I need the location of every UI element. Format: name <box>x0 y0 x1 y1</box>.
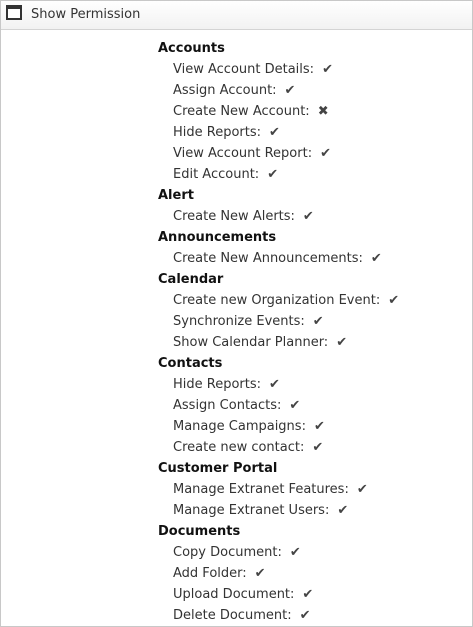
check-icon: ✔ <box>299 608 311 623</box>
permission-item <box>158 311 399 332</box>
check-icon: ✔ <box>312 440 324 455</box>
check-icon: ✔ <box>269 125 280 140</box>
permission-label: View Account Details: <box>173 62 315 77</box>
permission-label: Assign Contacts: <box>173 398 282 413</box>
permission-item <box>158 374 399 395</box>
permission-group-title: Alert <box>158 188 194 203</box>
permission-label: Show Calendar Planner: <box>173 335 329 350</box>
permission-item <box>158 143 399 164</box>
permission-item <box>158 332 399 353</box>
check-icon: ✔ <box>313 419 325 434</box>
permission-item <box>158 206 399 227</box>
permission-group-title: Customer Portal <box>158 461 278 476</box>
check-icon: ✔ <box>322 62 333 77</box>
permission-label: Create new Organization Event: <box>173 293 381 308</box>
permission-item <box>158 59 399 80</box>
check-icon: ✔ <box>312 314 324 329</box>
permission-label: Create New Alerts: <box>173 209 295 224</box>
permission-item <box>158 542 399 563</box>
permission-label: Create New Account: <box>173 104 310 119</box>
permission-label: Manage Campaigns: <box>173 419 306 434</box>
permission-label: View Account Report: <box>173 146 313 161</box>
permission-item <box>158 80 399 101</box>
check-icon: ✔ <box>388 293 400 308</box>
check-icon: ✔ <box>320 146 331 161</box>
permission-group-title: Documents <box>158 524 241 539</box>
permission-item <box>158 563 399 584</box>
permission-item <box>158 122 399 143</box>
check-icon: ✔ <box>289 398 301 413</box>
permission-group-title: Contacts <box>158 356 223 371</box>
permission-label: Hide Reports: <box>173 377 262 392</box>
cross-icon: ✖ <box>317 104 329 119</box>
permission-item <box>158 437 399 458</box>
check-icon: ✔ <box>370 251 382 266</box>
permission-item <box>158 584 399 605</box>
permission-label: Add Folder: <box>173 566 247 581</box>
permission-group-title: Calendar <box>158 272 224 287</box>
check-icon: ✔ <box>254 566 266 581</box>
window-title: Show Permission <box>31 7 141 22</box>
permission-label: Hide Reports: <box>173 125 262 140</box>
permission-item <box>158 395 399 416</box>
permission-label: Edit Account: <box>173 167 260 182</box>
permission-label: Synchronize Events: <box>173 314 305 329</box>
permission-label: Manage Extranet Users: <box>173 503 330 518</box>
check-icon: ✔ <box>289 545 301 560</box>
permission-label: Upload Document: <box>173 587 295 602</box>
permission-item <box>158 290 399 311</box>
check-icon: ✔ <box>269 377 280 392</box>
permission-label: Create new contact: <box>173 440 305 455</box>
permission-item <box>158 248 399 269</box>
permission-item <box>158 416 399 437</box>
window-icon <box>6 5 22 20</box>
check-icon: ✔ <box>302 209 314 224</box>
permission-item <box>158 101 399 122</box>
check-icon: ✔ <box>356 482 368 497</box>
permission-label: Create New Announcements: <box>173 251 363 266</box>
check-icon: ✔ <box>284 83 296 98</box>
check-icon: ✔ <box>302 587 314 602</box>
permission-label: Delete Document: <box>173 608 292 623</box>
permission-group-title: Announcements <box>158 230 277 245</box>
title-bar <box>1 1 472 30</box>
permission-list <box>158 38 399 626</box>
permission-label: Assign Account: <box>173 83 277 98</box>
check-icon: ✔ <box>336 335 348 350</box>
permission-label: Manage Extranet Features: <box>173 482 349 497</box>
permission-label: Copy Document: <box>173 545 282 560</box>
permission-item <box>158 605 399 626</box>
check-icon: ✔ <box>267 167 279 182</box>
permission-item <box>158 164 399 185</box>
permission-item <box>158 500 399 521</box>
permission-item <box>158 479 399 500</box>
check-icon: ✔ <box>337 503 349 518</box>
permission-group-title: Accounts <box>158 41 225 56</box>
